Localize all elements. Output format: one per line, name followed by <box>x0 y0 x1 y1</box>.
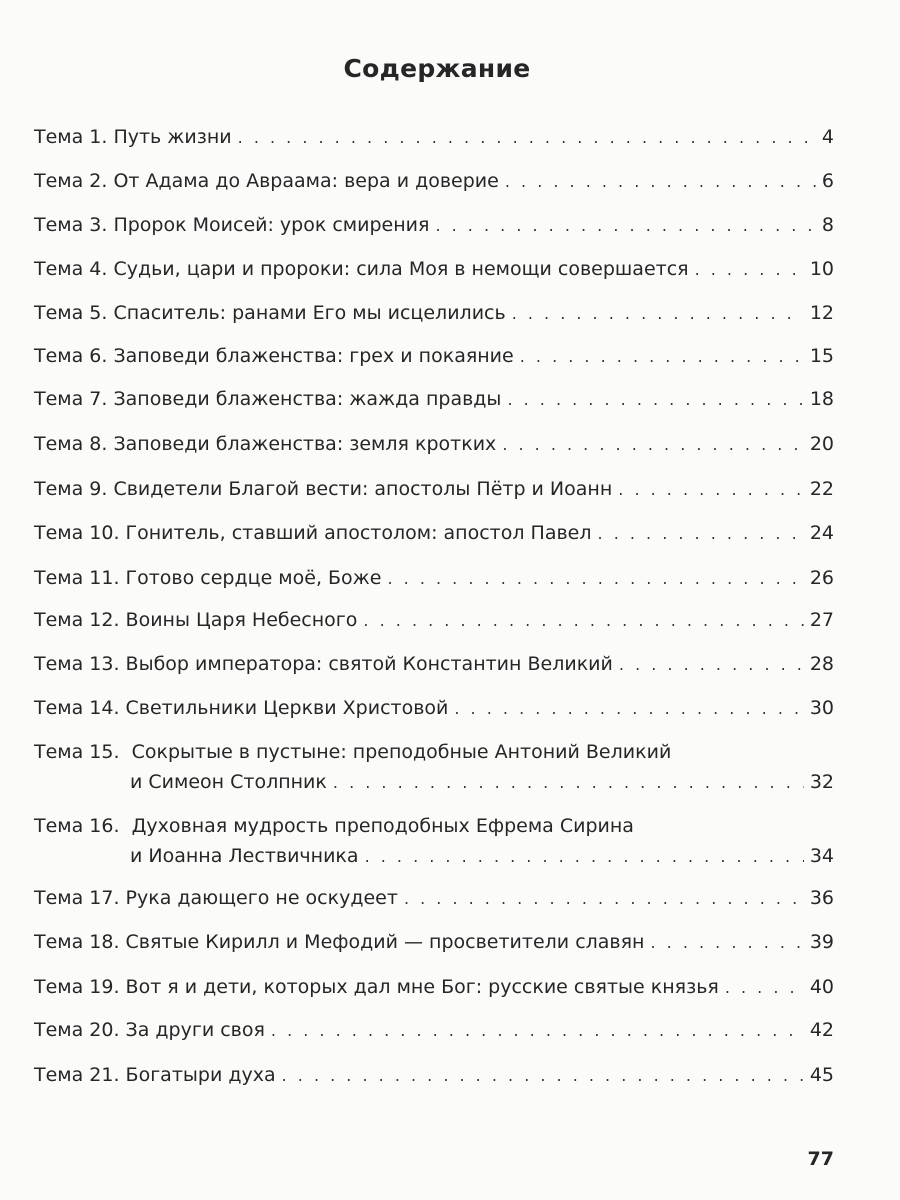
toc-entry-17[interactable] <box>34 883 834 914</box>
toc-entry-4[interactable] <box>34 254 834 285</box>
topic-title: Заповеди блаженства: жажда правды <box>113 388 502 410</box>
toc-entry-20[interactable] <box>34 1015 834 1046</box>
dot-leader <box>435 211 815 241</box>
topic-title: Духовная мудрость преподобных Ефрема Сирина <box>131 815 634 837</box>
dot-leader <box>507 385 803 415</box>
topic-title: За други своя <box>125 1019 265 1041</box>
dot-leader <box>502 430 804 460</box>
toc-entry-13[interactable] <box>34 649 834 680</box>
topic-label: Тема 10. <box>34 522 120 544</box>
topic-title: Богатыри духа <box>125 1064 276 1086</box>
topic-title: От Адама до Авраама: вера и доверие <box>113 170 499 192</box>
page-number: 77 <box>807 1148 834 1170</box>
topic-page: 39 <box>809 931 834 953</box>
dot-leader <box>333 768 804 798</box>
topic-title: Заповеди блаженства: грех и покаяние <box>113 345 514 367</box>
topic-page: 42 <box>809 1019 834 1041</box>
topic-label: Тема 11. <box>34 567 120 589</box>
toc-entry-1[interactable] <box>34 122 834 153</box>
topic-page: 12 <box>809 302 834 324</box>
topic-label: Тема 17. <box>34 887 120 909</box>
dot-leader <box>238 123 816 153</box>
topic-page: 22 <box>809 478 834 500</box>
topic-title: Светильники Церкви Христовой <box>125 697 449 719</box>
dot-leader <box>695 255 804 285</box>
toc-entry-3[interactable] <box>34 210 834 241</box>
topic-page: 32 <box>809 771 834 793</box>
dot-leader <box>271 1016 804 1046</box>
toc-entry-14[interactable] <box>34 693 834 724</box>
toc-entry-6[interactable] <box>34 341 834 372</box>
topic-label: Тема 21. <box>34 1064 120 1086</box>
toc-entry-11[interactable] <box>34 563 834 594</box>
toc-entry-7[interactable] <box>34 384 834 415</box>
dot-leader <box>512 299 804 329</box>
topic-title-continuation: и Иоанна Лествичника <box>130 845 359 867</box>
topic-title: Пророк Моисей: урок смирения <box>113 214 430 236</box>
topic-page: 40 <box>809 976 834 998</box>
dot-leader <box>598 519 804 549</box>
table-of-contents <box>34 0 834 1200</box>
topic-page: 24 <box>809 522 834 544</box>
dot-leader <box>282 1061 804 1091</box>
dot-leader <box>387 564 803 594</box>
topic-title: Свидетели Благой вести: апостолы Пётр и Иоанн <box>113 478 613 500</box>
topic-label: Тема 3. <box>34 214 108 236</box>
topic-label: Тема 13. <box>34 653 120 675</box>
topic-page: 18 <box>809 388 834 410</box>
topic-title: Рука дающего не оскудеет <box>125 887 398 909</box>
dot-leader <box>454 694 803 724</box>
topic-label: Тема 2. <box>34 170 108 192</box>
topic-page: 36 <box>809 887 834 909</box>
topic-title: Заповеди блаженства: земля кротких <box>113 433 497 455</box>
topic-page: 45 <box>809 1064 834 1086</box>
topic-label: Тема 1. <box>34 126 108 148</box>
toc-entry-12[interactable] <box>34 605 834 636</box>
toc-entry-21[interactable] <box>34 1060 834 1091</box>
toc-entry-18[interactable] <box>34 927 834 958</box>
topic-title: Сокрытые в пустыне: преподобные Антоний Великий <box>131 741 672 763</box>
topic-title: Святые Кирилл и Мефодий — просветители славян <box>125 931 645 953</box>
dot-leader <box>520 342 804 372</box>
dot-leader <box>363 606 803 636</box>
dot-leader <box>619 650 804 680</box>
topic-page: 26 <box>809 567 834 589</box>
toc-entry-10[interactable] <box>34 518 834 549</box>
topic-page: 28 <box>809 653 834 675</box>
dot-leader <box>404 884 804 914</box>
topic-label: Тема 15. <box>34 741 120 763</box>
page-title: Содержание <box>343 54 531 83</box>
topic-label: Тема 19. <box>34 976 120 998</box>
topic-page: 10 <box>809 258 834 280</box>
topic-title: Выбор императора: святой Константин Великий <box>125 653 613 675</box>
topic-label: Тема 14. <box>34 697 120 719</box>
topic-page: 6 <box>821 170 834 192</box>
topic-label: Тема 6. <box>34 345 108 367</box>
topic-title: Путь жизни <box>113 126 232 148</box>
topic-title-continuation: и Симеон Столпник <box>130 771 327 793</box>
topic-page: 34 <box>809 845 834 867</box>
toc-entry-19[interactable] <box>34 972 834 1003</box>
dot-leader <box>505 167 816 197</box>
topic-title: Гонитель, ставший апостолом: апостол Павел <box>125 522 592 544</box>
topic-page: 15 <box>809 345 834 367</box>
topic-title: Судьи, цари и пророки: сила Моя в немощи совершается <box>113 258 689 280</box>
topic-label: Тема 5. <box>34 302 108 324</box>
dot-leader <box>650 928 803 958</box>
topic-page: 30 <box>809 697 834 719</box>
topic-label: Тема 8. <box>34 433 108 455</box>
topic-title: Спаситель: ранами Его мы исцелились <box>113 302 506 324</box>
topic-label: Тема 9. <box>34 478 108 500</box>
dot-leader <box>618 475 804 505</box>
toc-entry-16[interactable] <box>34 811 834 872</box>
topic-label: Тема 18. <box>34 931 120 953</box>
toc-entry-8[interactable] <box>34 429 834 460</box>
dot-leader <box>725 973 804 1003</box>
topic-page: 4 <box>821 126 834 148</box>
topic-label: Тема 4. <box>34 258 108 280</box>
topic-title: Воины Царя Небесного <box>125 609 358 631</box>
topic-page: 8 <box>821 214 834 236</box>
topic-title: Вот я и дети, которых дал мне Бог: русские святые князья <box>125 976 719 998</box>
toc-entry-9[interactable] <box>34 474 834 505</box>
toc-entry-5[interactable] <box>34 298 834 329</box>
topic-label: Тема 16. <box>34 815 120 837</box>
topic-page: 20 <box>809 433 834 455</box>
dot-leader <box>365 842 804 872</box>
topic-label: Тема 20. <box>34 1019 120 1041</box>
topic-page: 27 <box>809 609 834 631</box>
topic-label: Тема 7. <box>34 388 108 410</box>
toc-entry-2[interactable] <box>34 166 834 197</box>
topic-label: Тема 12. <box>34 609 120 631</box>
topic-title: Готово сердце моё, Боже <box>125 567 382 589</box>
toc-entry-15[interactable] <box>34 737 834 798</box>
